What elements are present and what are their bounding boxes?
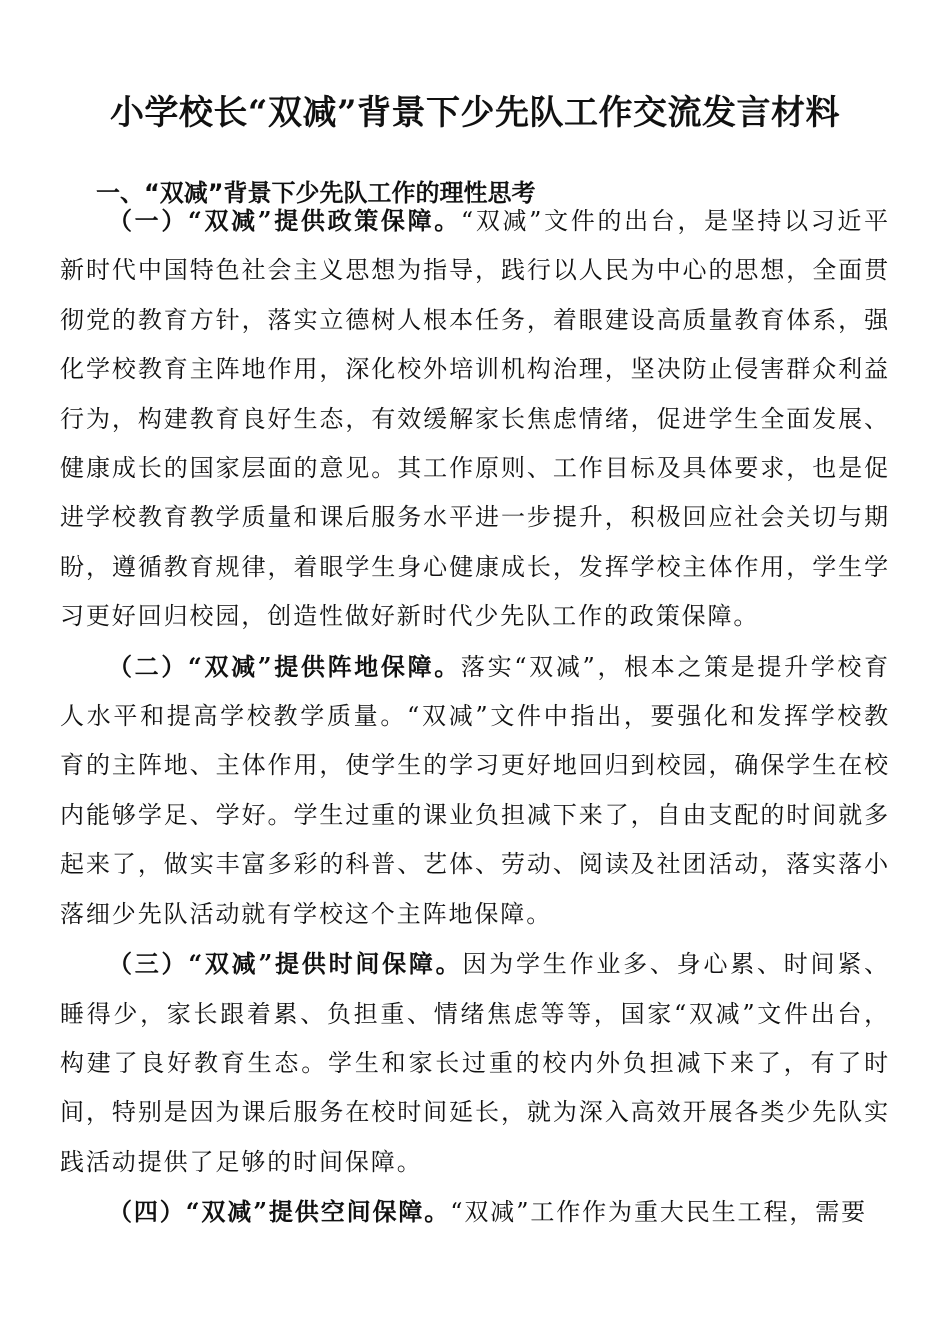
document-body (60, 196, 890, 1238)
paragraph-text: “双减”工作作为重大民生工程，需要 (450, 1198, 868, 1227)
paragraph-text: 落实“双减”，根本之策是提升学校育人水平和提高学校教学质量。“双减”文件中指出，要强化和发挥学校教育的主阵地、主体作用，使学生的学习更好地回归到校园，确保学生在校内能够学足、学好。学生过重的课业负担减下来了，自由支配的时间就多起来了，做实丰富多彩的科普、艺体、劳动、阅读及社团活动，落实落小落细少先队活动就有学校这个主阵地保障。 (60, 652, 890, 928)
paragraph-text: 因为学生作业多、身心累、时间紧、睡得少，家长跟着累、负担重、情绪焦虑等等，国家“双减”文件出台，构建了良好教育生态。学生和家长过重的校内外负担减下来了，有了时间，特别是因为课后服务在校时间延长，就为深入高效开展各类少先队实践活动提供了足够的时间保障。 (60, 950, 890, 1176)
document-title: 小学校长“双减”背景下少先队工作交流发言材料 (109, 93, 841, 133)
paragraph-lead: （二）“双减”提供阵地保障。 (108, 651, 461, 681)
paragraph-venue (60, 642, 890, 939)
paragraph-time (60, 939, 890, 1187)
section-heading: 一、“双减”背景下少先队工作的理性思考 (96, 179, 536, 207)
paragraph-text: “双减”文件的出台，是坚持以习近平新时代中国特色社会主义思想为指导，践行以人民为中心的思想，全面贯彻党的教育方针，落实立德树人根本任务，着眼建设高质量教育体系，强化学校教育主阵地作用，深化校外培训机构治理，坚决防止侵害群众利益行为，构建教育良好生态，有效缓解家长焦虑情绪，促进学生全面发展、健康成长的国家层面的意见。其工作原则、工作目标及具体要求，也是促进学校教育教学质量和课后服务水平进一步提升，积极回应社会关切与期盼，遵循教育规律，着眼学生身心健康成长，发挥学校主体作用，学生学习更好回归校园，创造性做好新时代少先队工作的政策保障。 (60, 207, 890, 631)
paragraph-lead: （一）“双减”提供政策保障。 (108, 206, 461, 235)
paragraph-space (60, 1187, 890, 1237)
paragraph-lead: （三）“双减”提供时间保障。 (108, 949, 463, 979)
paragraph-lead: （四）“双减”提供空间保障。 (108, 1197, 451, 1227)
paragraph-policy (60, 196, 890, 642)
